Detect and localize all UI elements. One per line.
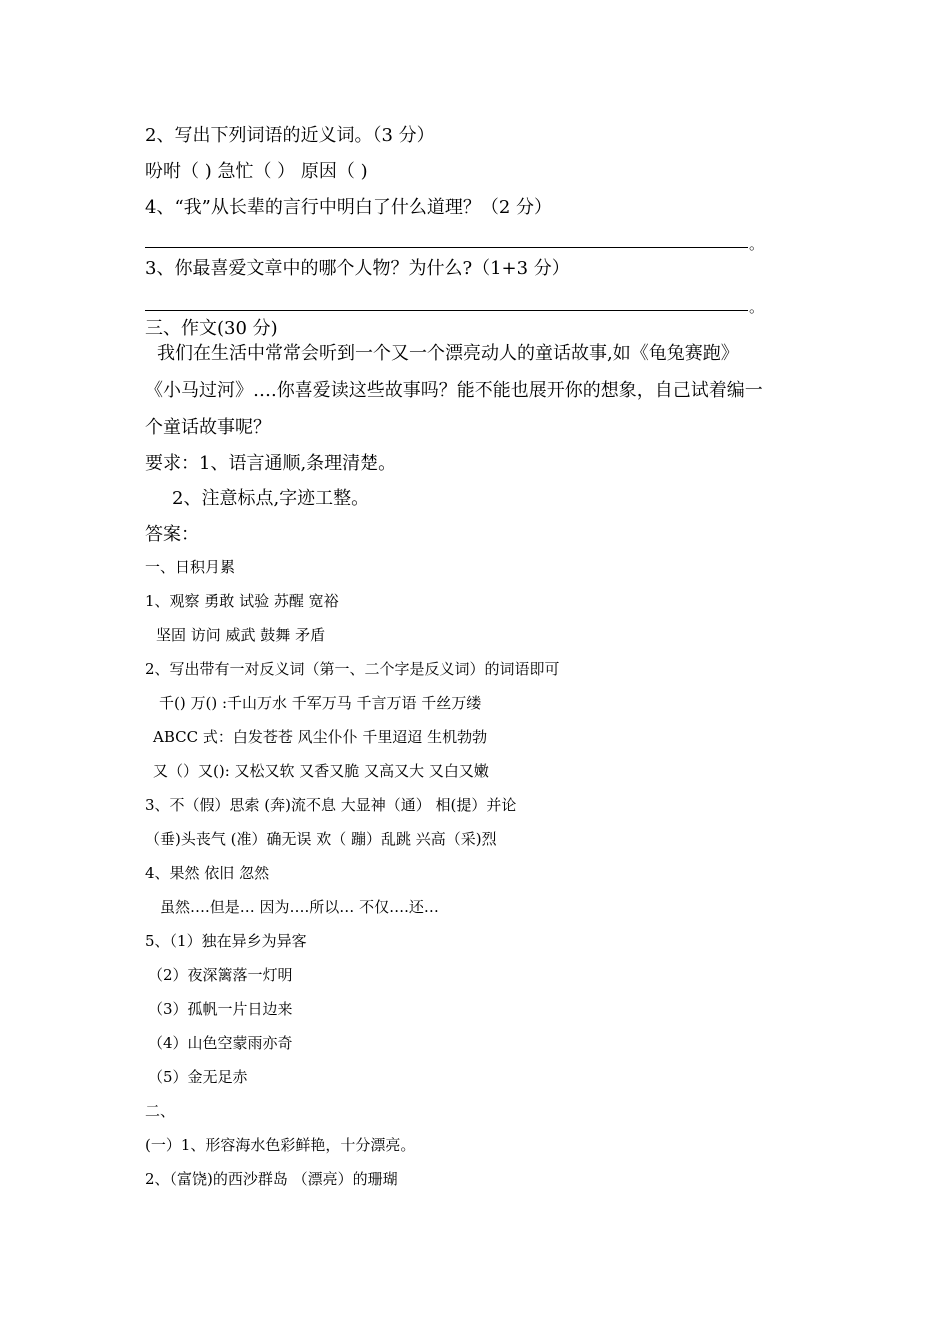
answer-line (145, 247, 748, 248)
answer-line-period: 。 (749, 298, 765, 316)
text-line: 5、（1）独在异乡为异客 (145, 932, 307, 950)
text-line: （5）金无足赤 (148, 1068, 248, 1086)
text-line: 2、写出下列词语的近义词。（3 分） (145, 125, 435, 146)
text-line: 虽然….但是… 因为….所以… 不仅….还… (160, 898, 439, 916)
text-line: 坚固 访问 威武 鼓舞 矛盾 (156, 626, 326, 644)
text-line: 4、果然 依旧 忽然 (145, 864, 270, 882)
text-line: 《小马过河》….你喜爱读这些故事吗？能不能也展开你的想象，自己试着编一 (145, 380, 763, 401)
answer-line (145, 310, 748, 311)
text-line: （3）孤帆一片日边来 (148, 1000, 293, 1018)
text-line: (一）1、形容海水色彩鲜艳，十分漂亮。 (145, 1136, 416, 1154)
text-line: 吩咐（ ) 急忙（ ） 原因（ ) (145, 161, 368, 182)
text-line: （4）山色空蒙雨亦奇 (148, 1034, 293, 1052)
text-line: （垂)头丧气 (准）确无误 欢（ 蹦）乱跳 兴高（采)烈 (145, 830, 497, 848)
answer-line-period: 。 (749, 235, 765, 253)
text-line: 2、（富饶)的西沙群岛 （漂亮）的珊瑚 (145, 1170, 398, 1188)
text-line: 答案： (145, 524, 199, 545)
text-line: 4、“我”从长辈的言行中明白了什么道理？（2 分） (145, 197, 553, 218)
text-line: 2、写出带有一对反义词（第一、二个字是反义词）的词语即可 (145, 660, 560, 678)
text-line: 二、 (145, 1102, 176, 1120)
text-line: 要求：1、语言通顺,条理清楚。 (145, 453, 397, 474)
text-line: （2）夜深篱落一灯明 (148, 966, 293, 984)
text-line: 1、观察 勇敢 试验 苏醒 宽裕 (145, 592, 339, 610)
text-line: 一、日积月累 (145, 558, 236, 576)
text-line: 3、你最喜爱文章中的哪个人物？为什么?（1+3 分） (145, 258, 570, 279)
text-line: 千() 万() :千山万水 千军万马 千言万语 千丝万缕 (159, 694, 482, 712)
text-line: 3、不（假）思索 (奔)流不息 大显神（通） 相(提）并论 (145, 796, 517, 814)
text-line: 个童话故事呢？ (145, 417, 271, 438)
text-line: 我们在生活中常常会听到一个又一个漂亮动人的童话故事,如《龟兔赛跑》 (157, 343, 739, 364)
text-line: ABCC 式：白发苍苍 风尘仆仆 千里迢迢 生机勃勃 (153, 728, 488, 746)
text-line: 2、注意标点,字迹工整。 (172, 488, 370, 509)
text-line: 三、作文(30 分) (145, 318, 278, 339)
text-line: 又（）又(): 又松又软 又香又脆 又高又大 又白又嫩 (153, 762, 489, 780)
